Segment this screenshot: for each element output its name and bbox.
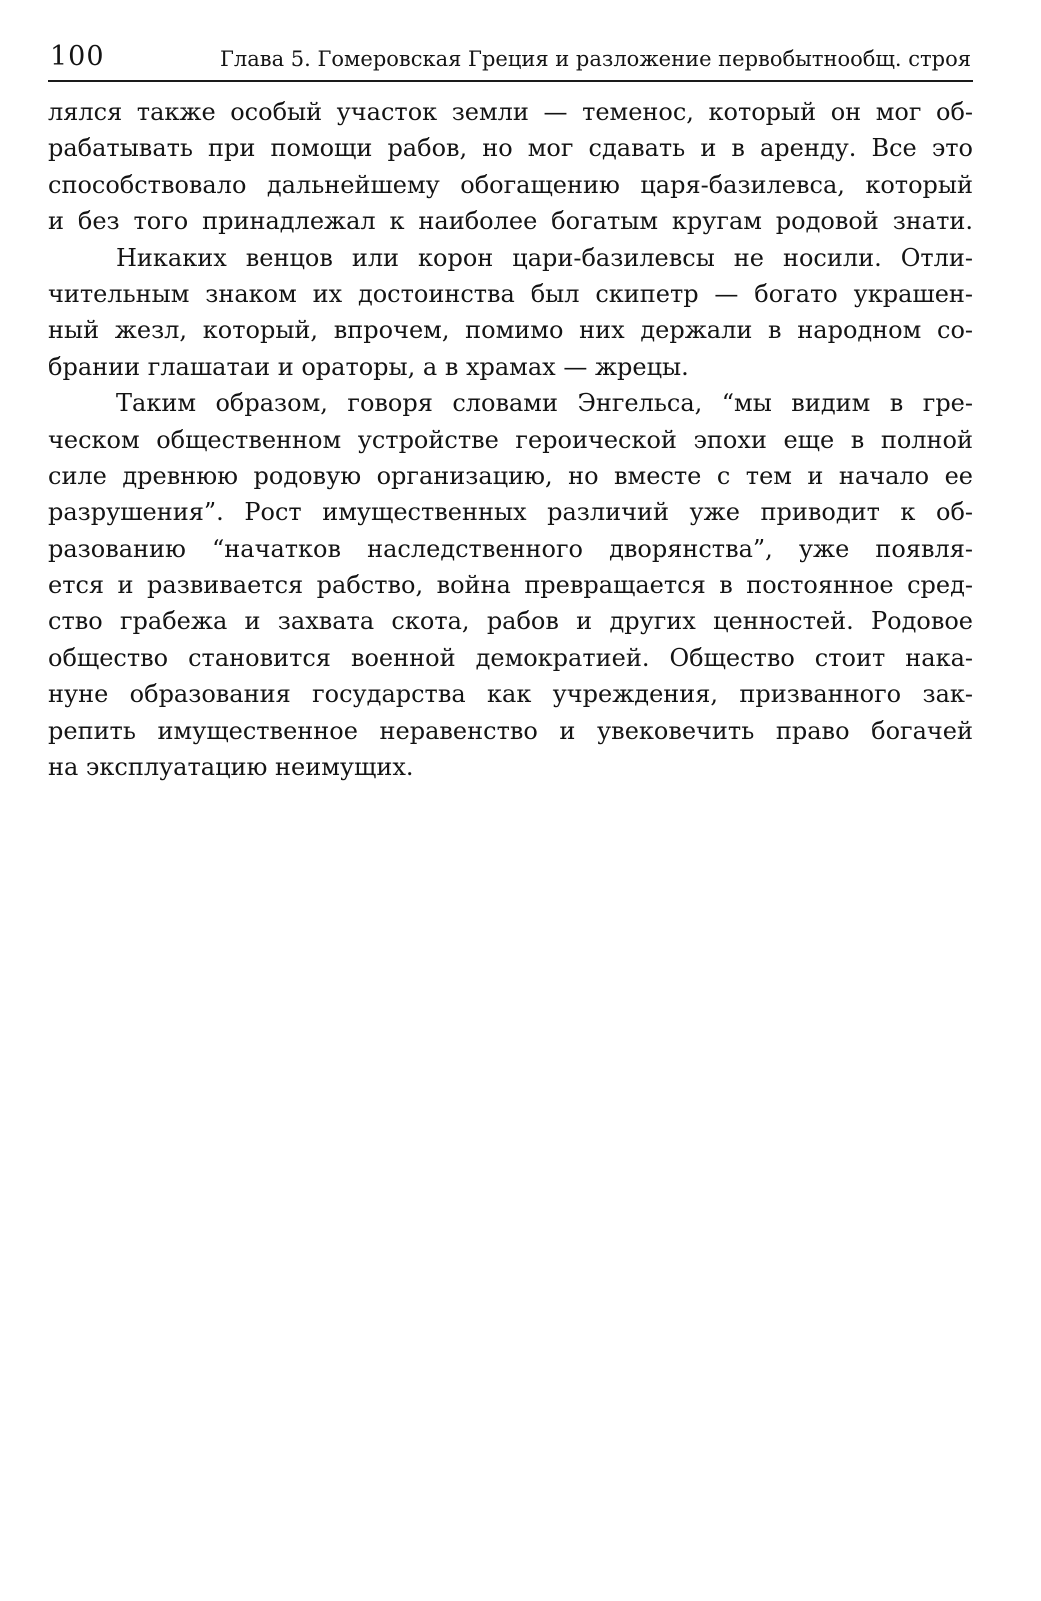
text-line: рабатывать при помощи рабов, но мог сдавать и в аренду. Все это <box>48 134 973 163</box>
running-title: Глава 5. Гомеровская Греция и разложение первобытнообщ. строя <box>220 47 971 71</box>
text-line: репить имущественное неравенство и увековечить право богачей <box>48 716 973 745</box>
text-line: лялся также особый участок земли — теменос, который он мог об- <box>48 98 973 126</box>
text-line: разованию “начатков наследственного дворянства”, уже появля- <box>48 534 973 563</box>
text-line: силе древнюю родовую организацию, но вместе с тем и начало ее <box>48 461 973 490</box>
text-line: Таким образом, говоря словами Энгельса, “мы видим в гре- <box>116 389 973 418</box>
paragraph-2 <box>48 240 973 386</box>
text-line: ется и развивается рабство, война превращается в постоянное сред- <box>48 571 973 600</box>
text-line: ный жезл, который, впрочем, помимо них держали в народном со- <box>48 316 973 345</box>
page-number: 100 <box>50 41 105 72</box>
text-line: на эксплуатацию неимущих. <box>48 753 414 782</box>
text-line: нуне образования государства как учреждения, призванного зак- <box>48 680 973 709</box>
text-line: разрушения”. Рост имущественных различий уже приводит к об- <box>48 498 973 527</box>
page-header <box>48 36 973 82</box>
text-line: способствовало дальнейшему обогащению царя-базилевса, который <box>48 170 973 199</box>
text-line: Никаких венцов или корон цари-базилевсы не носили. Отли- <box>116 243 973 272</box>
paragraph-1 <box>48 94 973 240</box>
text-line: ческом общественном устройстве героической эпохи еще в полной <box>48 425 973 454</box>
text-line: чительным знаком их достоинства был скипетр — богато украшен- <box>48 279 973 308</box>
paragraph-3 <box>48 385 973 785</box>
text-line: ство грабежа и захвата скота, рабов и других ценностей. Родовое <box>48 607 973 636</box>
text-line: общество становится военной демократией. Общество стоит нака- <box>48 643 973 672</box>
text-line: и без того принадлежал к наиболее богатым кругам родовой знати. <box>48 207 973 236</box>
body-text <box>48 94 973 785</box>
text-line: брании глашатаи и ораторы, а в храмах — жрецы. <box>48 352 689 381</box>
